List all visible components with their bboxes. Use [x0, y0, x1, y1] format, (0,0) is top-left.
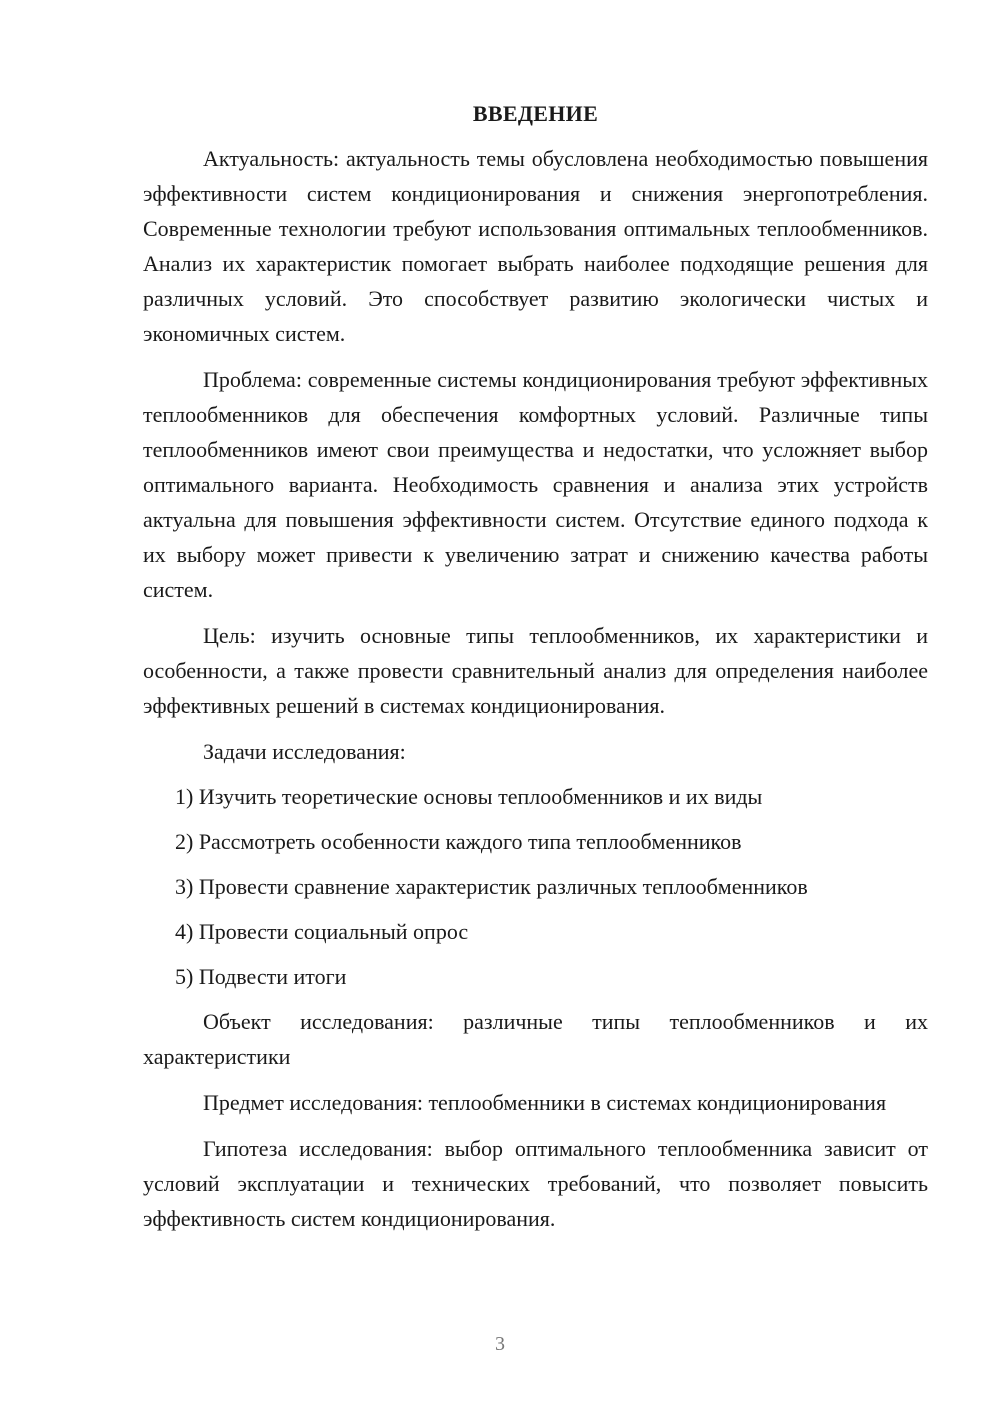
paragraph-problem: Проблема: современные системы кондиционирования требуют эффективных теплообменников для обеспечения комфортных условий. Различные типы теплообменников имеют свои преимущества и недостатки, что усложняет выбор оптимального варианта. Необходимость сравнения и анализа этих устройств актуальна для повышения эффективности систем. Отсутствие единого подхода к их выбору может привести к увеличению затрат и снижению качества работы систем.: [143, 367, 928, 602]
tasks-list: [143, 779, 928, 994]
task-item-2: 2) Рассмотреть особенности каждого типа теплообменников: [175, 829, 742, 854]
page-number: 3: [495, 1333, 505, 1355]
paragraph-goal: Цель: изучить основные типы теплообменников, их характеристики и особенности, а также провести сравнительный анализ для определения наиболее эффективных решений в системах кондиционирования.: [143, 623, 928, 718]
task-item-4: 4) Провести социальный опрос: [175, 919, 469, 944]
paragraph-subject: Предмет исследования: теплообменники в системах кондиционирования: [203, 1090, 887, 1115]
paragraph-object: Объект исследования: различные типы теплообменников и их характеристики: [143, 1009, 928, 1069]
paragraph-hypothesis: Гипотеза исследования: выбор оптимального теплообменника зависит от условий эксплуатации и технических требований, что позволяет повысить эффективность систем кондиционирования.: [143, 1136, 928, 1231]
paragraph-relevance: Актуальность: актуальность темы обусловлена необходимостью повышения эффективности систем кондиционирования и снижения энергопотребления. Современные технологии требуют использования оптимальных теплообменников. Анализ их характеристик помогает выбрать наиболее подходящие решения для различных условий. Это способствует развитию экологически чистых и экономичных систем.: [143, 146, 928, 346]
task-item-1: 1) Изучить теоретические основы теплообменников и их виды: [175, 784, 763, 809]
tasks-heading: Задачи исследования:: [203, 739, 406, 764]
task-item-5: 5) Подвести итоги: [175, 964, 347, 989]
document-page: [143, 96, 928, 1236]
section-title: ВВЕДЕНИЕ: [472, 101, 599, 126]
task-item-3: 3) Провести сравнение характеристик различных теплообменников: [175, 874, 808, 899]
